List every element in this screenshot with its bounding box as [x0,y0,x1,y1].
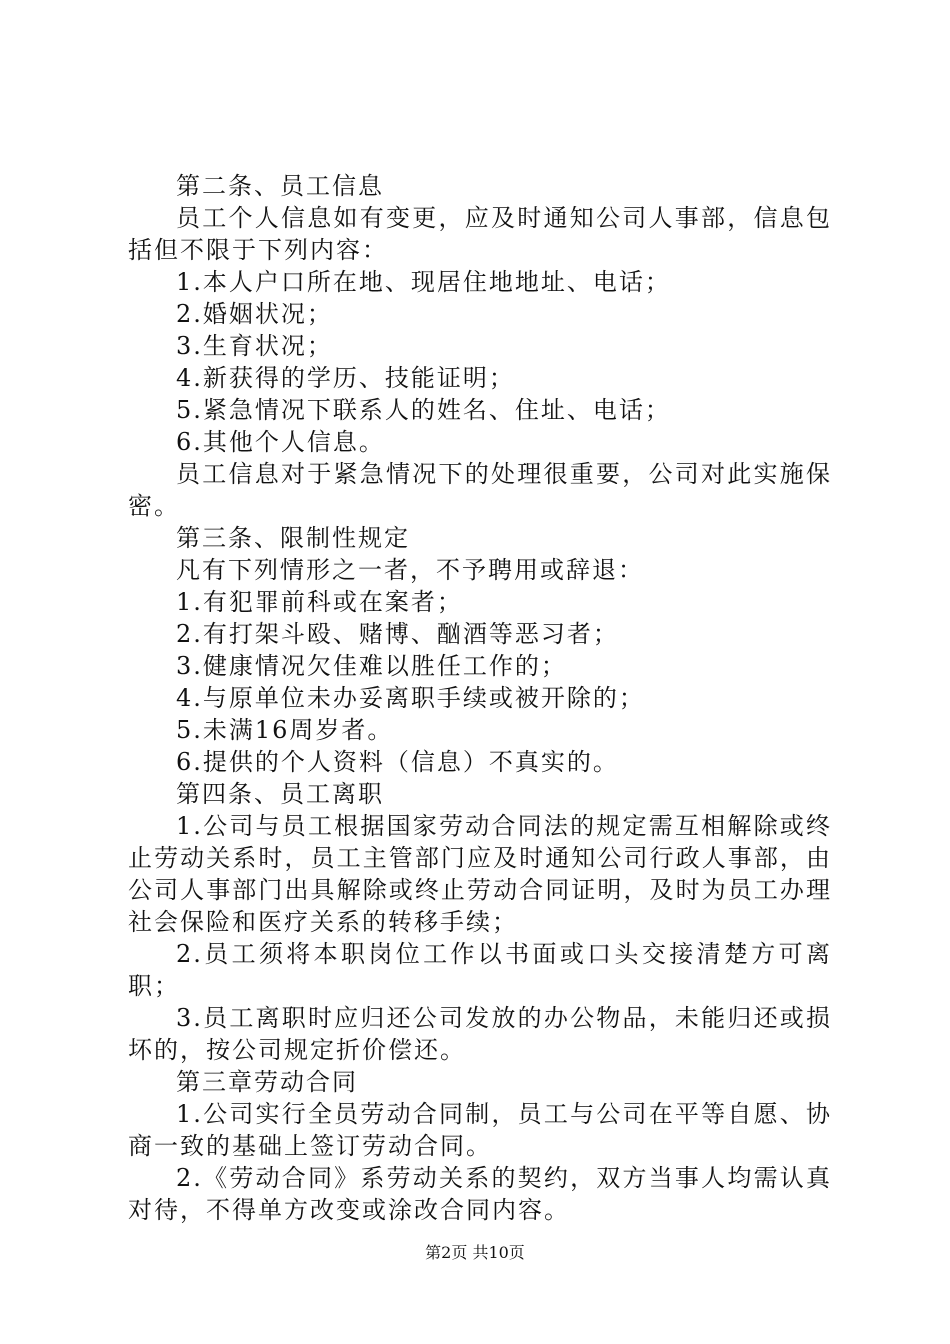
list-item: 3.生育状况； [176,332,333,360]
paragraph: 员工个人信息如有变更，应及时通知公司人事部，信息包括但不限于下列内容： [128,204,832,264]
list-item: 6.提供的个人资料（信息）不真实的。 [176,748,619,776]
section-heading: 第二条、员工信息 [176,172,384,200]
document-body [128,170,832,1226]
list-item: 1.公司与员工根据国家劳动合同法的规定需互相解除或终止劳动关系时，员工主管部门应及时通知公司行政人事部，由公司人事部门出具解除或终止劳动合同证明，及时为员工办理社会保险和医疗关系的转移手续； [128,812,832,936]
chapter-heading: 第三章劳动合同 [176,1068,358,1096]
section-heading: 第四条、员工离职 [176,780,384,808]
section-heading: 第三条、限制性规定 [176,524,410,552]
list-item: 5.未满16周岁者。 [176,716,394,744]
list-item: 2.员工须将本职岗位工作以书面或口头交接清楚方可离职； [128,940,832,1000]
page-number: 第2页 共10页 [425,1243,525,1262]
list-item: 1.有犯罪前科或在案者； [176,588,463,616]
list-item: 2.婚姻状况； [176,300,333,328]
list-item: 4.新获得的学历、技能证明； [176,364,515,392]
list-item: 2.有打架斗殴、赌博、酗酒等恶习者； [176,620,619,648]
list-item: 3.员工离职时应归还公司发放的办公物品，未能归还或损坏的，按公司规定折价偿还。 [128,1004,832,1064]
paragraph: 员工信息对于紧急情况下的处理很重要，公司对此实施保密。 [128,460,832,520]
list-item: 2.《劳动合同》系劳动关系的契约，双方当事人均需认真对待，不得单方改变或涂改合同内容。 [128,1164,832,1224]
list-item: 5.紧急情况下联系人的姓名、住址、电话； [176,396,671,424]
list-item: 6.其他个人信息。 [176,428,385,456]
list-item: 3.健康情况欠佳难以胜任工作的； [176,652,567,680]
list-item: 1.本人户口所在地、现居住地地址、电话； [176,268,671,296]
list-item: 1.公司实行全员劳动合同制，员工与公司在平等自愿、协商一致的基础上签订劳动合同。 [128,1100,832,1160]
list-item: 4.与原单位未办妥离职手续或被开除的； [176,684,645,712]
paragraph: 凡有下列情形之一者，不予聘用或辞退： [176,556,644,584]
